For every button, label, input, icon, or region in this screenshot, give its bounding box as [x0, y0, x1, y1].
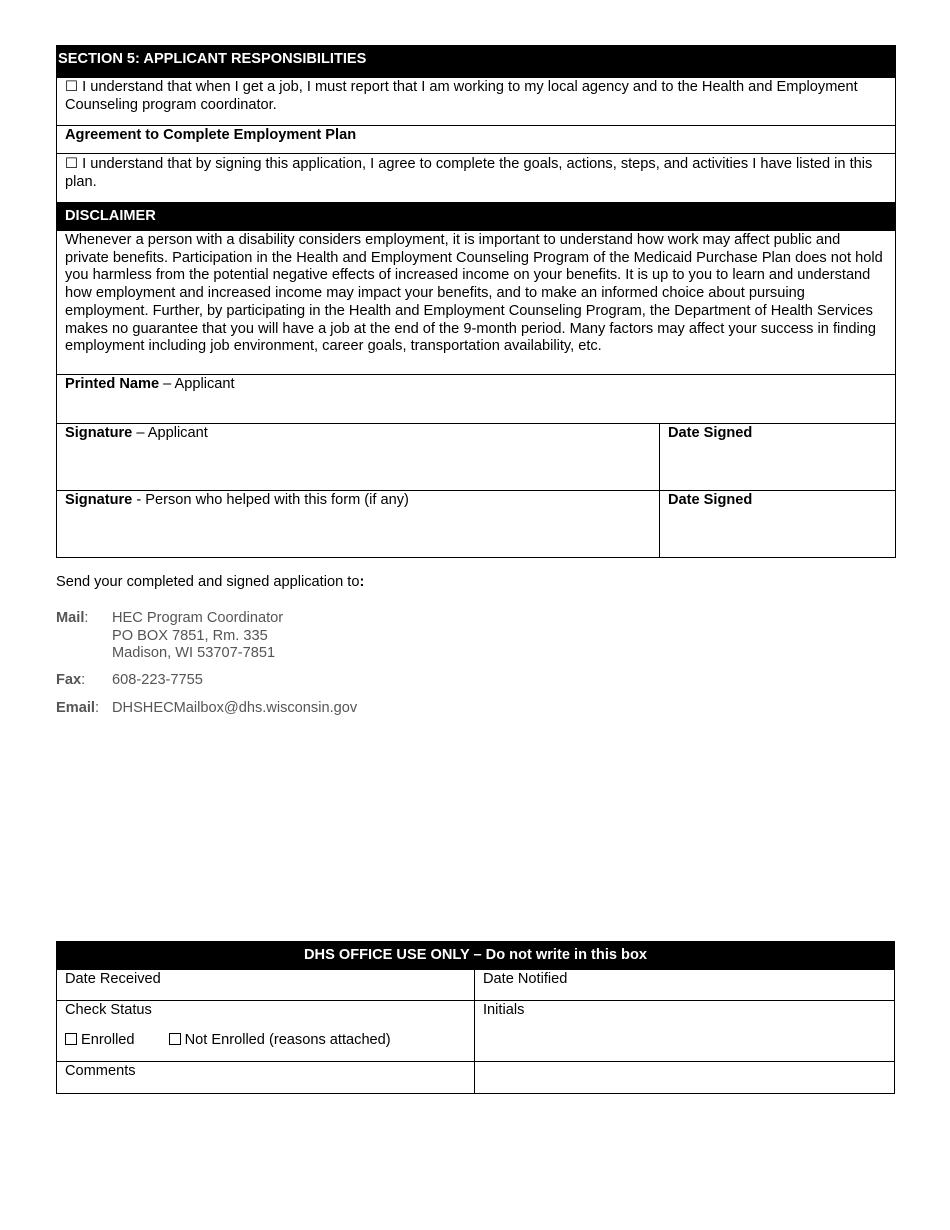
- date-received-field[interactable]: Date Received: [57, 970, 475, 1001]
- agreement-checkbox-row[interactable]: [57, 154, 896, 203]
- helper-signature-label-suffix: - Person who helped with this form (if any): [132, 492, 409, 508]
- mail-address: [112, 610, 283, 663]
- helper-date-signed-field[interactable]: Date Signed: [660, 491, 896, 558]
- fax-label-text: Fax: [56, 672, 82, 688]
- applicant-responsibilities-table: [56, 45, 896, 558]
- send-instructions-intro: [56, 574, 364, 590]
- section5-header: SECTION 5: APPLICANT RESPONSIBILITIES: [57, 46, 896, 78]
- report-job-checkbox-row[interactable]: [57, 78, 896, 126]
- helper-signature-field[interactable]: [57, 491, 660, 558]
- agreement-text: I understand that by signing this application, I agree to complete the goals, actions, steps, and activities I have listed in this plan.: [65, 156, 873, 190]
- not-enrolled-checkbox[interactable]: [169, 1033, 181, 1045]
- applicant-signature-label-suffix: – Applicant: [132, 425, 208, 441]
- enrolled-option[interactable]: [65, 1032, 135, 1048]
- office-use-header: DHS OFFICE USE ONLY – Do not write in this box: [57, 942, 895, 970]
- mail-address-line1: HEC Program Coordinator: [112, 610, 284, 626]
- agreement-heading: Agreement to Complete Employment Plan: [57, 126, 896, 154]
- disclaimer-header: DISCLAIMER: [57, 203, 896, 231]
- fax-label-colon: :: [81, 672, 86, 688]
- applicant-date-signed-field[interactable]: Date Signed: [660, 424, 896, 491]
- initials-field[interactable]: Initials: [475, 1001, 895, 1062]
- email-label-colon: :: [94, 700, 99, 716]
- report-job-text: I understand that when I get a job, I must report that I am working to my local agency and to the Health and Employment Counseling program coordinator.: [65, 79, 858, 113]
- checkbox-icon[interactable]: ☐: [65, 156, 83, 172]
- email-address[interactable]: DHSHECMailbox@dhs.wisconsin.gov: [112, 700, 358, 716]
- check-status-field: [57, 1001, 475, 1062]
- email-label-text: Email: [56, 700, 95, 716]
- mail-label-text: Mail: [56, 610, 85, 626]
- not-enrolled-option[interactable]: [169, 1032, 391, 1048]
- comments-extra-field[interactable]: [475, 1062, 895, 1094]
- disclaimer-text: Whenever a person with a disability considers employment, it is important to understand how work may affect public and private benefits. Participation in the Health and Employment Counseling Program of the Medicaid Purchase Plan does not hold you harmless from the potential negative effects of increased income on your benefits. It is up to you to learn and understand how employment and increased income may impact your benefits, and to make an informed choice about pursuing employment. Further, by participating in the Health and Employment Counseling Program, the Department of Health Services makes no guarantee that you will have a job at the end of the 9-month period. Many factors may affect your success in finding employment including job environment, career goals, transportation availability, etc.: [57, 231, 896, 375]
- applicant-signature-field[interactable]: [57, 424, 660, 491]
- send-intro-colon: :: [359, 574, 365, 590]
- printed-name-label-suffix: – Applicant: [159, 376, 235, 392]
- mail-address-line3: Madison, WI 53707-7851: [112, 645, 276, 661]
- email-label: [56, 700, 99, 716]
- fax-number: 608-223-7755: [112, 672, 203, 688]
- send-intro-text: Send your completed and signed application to: [56, 574, 360, 590]
- mail-label-colon: :: [84, 610, 89, 626]
- printed-name-field[interactable]: [57, 375, 896, 424]
- fax-label: [56, 672, 85, 688]
- printed-name-label: Printed Name: [65, 376, 160, 392]
- office-use-table: [56, 941, 895, 1094]
- comments-field[interactable]: Comments: [57, 1062, 475, 1094]
- helper-signature-label: Signature: [65, 492, 133, 508]
- mail-address-line2: PO BOX 7851, Rm. 335: [112, 627, 268, 644]
- not-enrolled-label: Not Enrolled (reasons attached): [184, 1031, 391, 1048]
- date-notified-field[interactable]: Date Notified: [475, 970, 895, 1001]
- enrolled-checkbox[interactable]: [65, 1033, 77, 1045]
- status-options: [65, 1032, 466, 1050]
- applicant-signature-label: Signature: [65, 425, 133, 441]
- checkbox-icon[interactable]: ☐: [65, 79, 83, 95]
- check-status-label: Check Status: [65, 1002, 152, 1018]
- mail-label: [56, 610, 88, 626]
- enrolled-label: Enrolled: [81, 1031, 135, 1048]
